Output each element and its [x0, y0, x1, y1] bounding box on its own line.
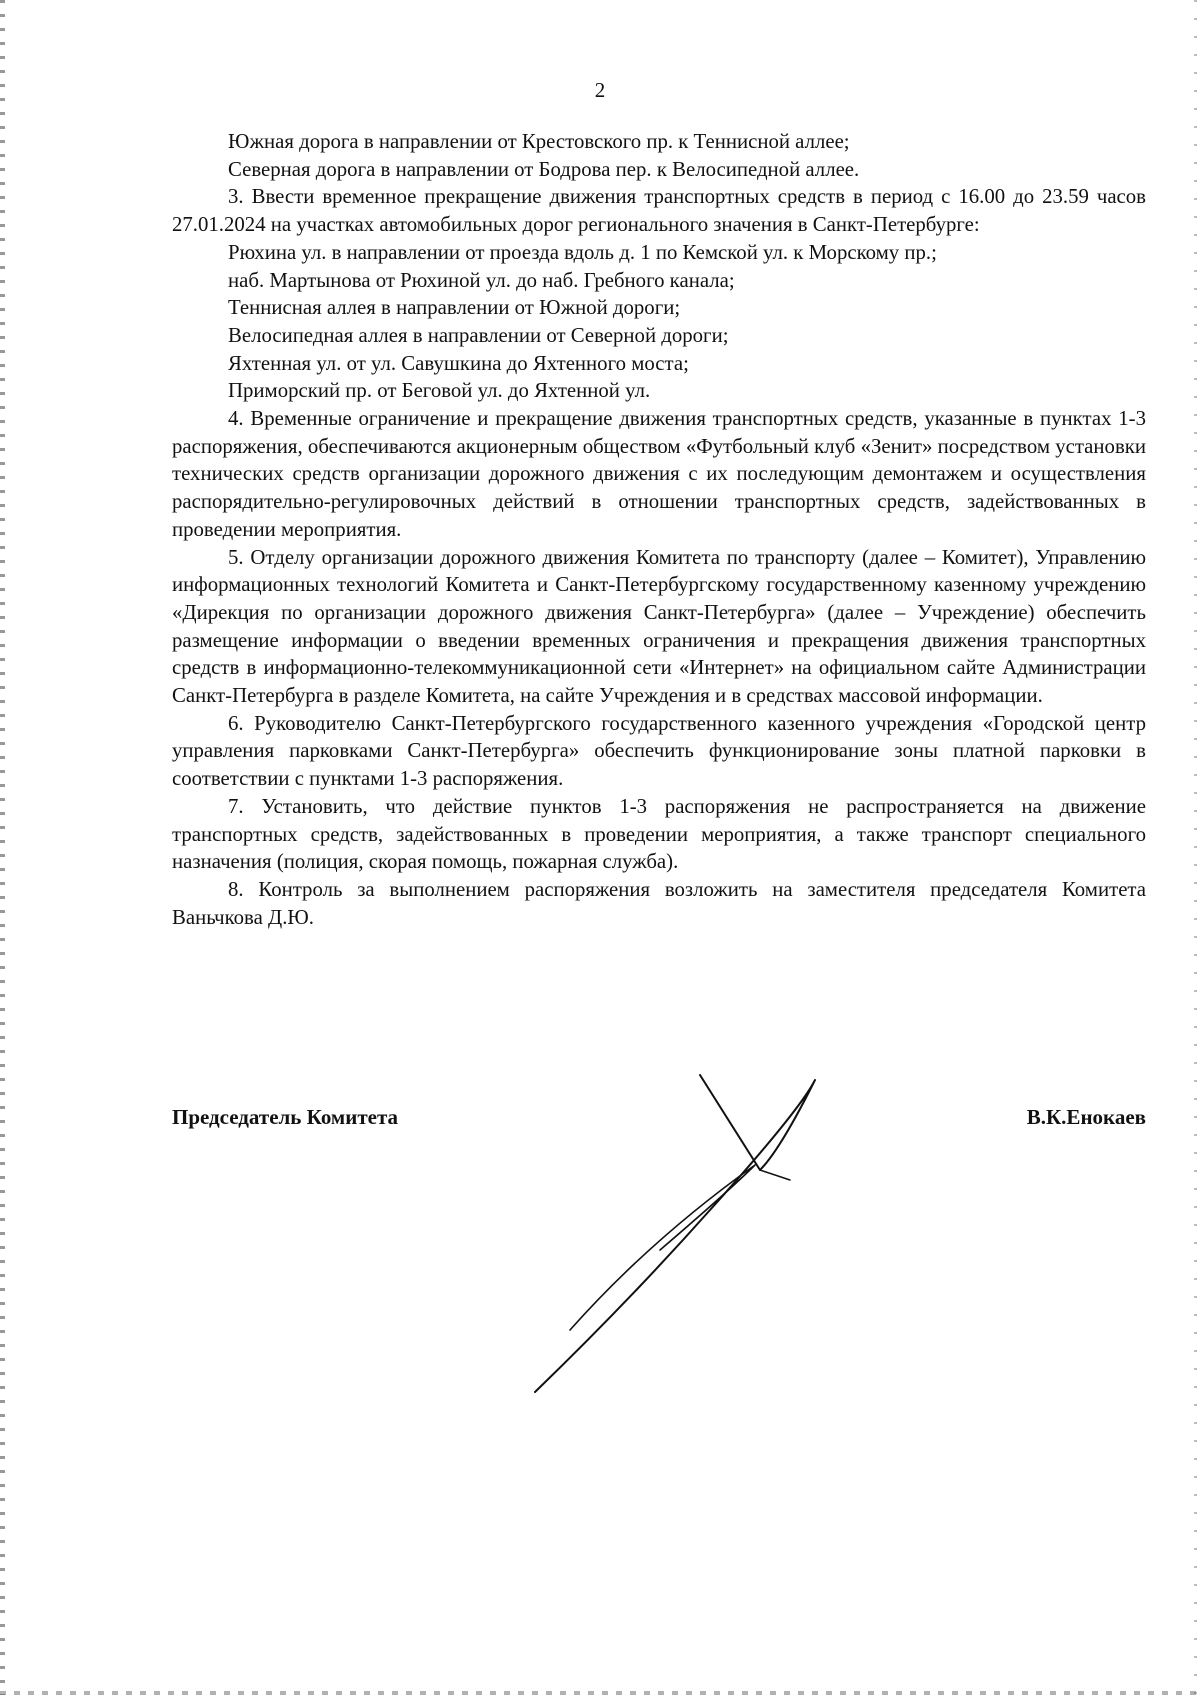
clause-8: 8. Контроль за выполнением распоряжения возложить на заместителя председателя Комитета Ваньчкова Д.Ю. [172, 877, 1146, 929]
list-item: Приморский пр. от Беговой ул. до Яхтенной ул. [228, 379, 651, 403]
clause-5: 5. Отделу организации дорожного движения Комитета по транспорту (далее – Комитет), Управлению информационных технологий Комитета и Санкт-Петербургскому государственному казенному учреждению «Дирекция по организации дорожного движения Санкт-Петербурга» (далее – Учреждение) обеспечить размещение информации о введении временных ограничения и прекращения движения транспортных средств в информационно-телекоммуникационной сети «Интернет» на официальном сайте Администрации Санкт-Петербурга в разделе Комитета, на сайте Учреждения и в средствах массовой информации. [172, 545, 1146, 708]
signatory-title: Председатель Комитета [172, 1105, 399, 1129]
clause-3: 3. Ввести временное прекращение движения транспортных средств в период с 16.00 до 23.59 часов 27.01.2024 на участках автомобильных дорог регионального значения в Санкт-Петербурге: [172, 185, 1146, 237]
scan-edge-right [1194, 0, 1197, 1695]
scan-edge-bottom [0, 1691, 1200, 1695]
clause-6: 6. Руководителю Санкт-Петербургского государственного казенного учреждения «Городской центр управления парковками Санкт-Петербурга» обеспечить функционирование зоны платной парковки в соответствии с пунктами 1-3 распоряжения. [172, 711, 1146, 791]
page-number: 2 [594, 78, 606, 102]
list-item: Теннисная аллея в направлении от Южной дороги; [228, 296, 681, 320]
list-item: Рюхина ул. в направлении от проезда вдоль д. 1 по Кемской ул. к Морскому пр.; [228, 240, 937, 264]
list-item: наб. Мартынова от Рюхиной ул. до наб. Гребного канала; [228, 268, 735, 292]
signatory-name: В.К.Енокаев [1026, 1105, 1146, 1129]
clause-4: 4. Временные ограничение и прекращение движения транспортных средств, указанные в пунктах 1-3 распоряжения, обеспечиваются акционерным обществом «Футбольный клуб «Зенит» посредством установки технических средств организации дорожного движения с их последующим демонтажем и осуществления распорядительно-регулировочных действий в отношении транспортных средств, задействованных в проведении мероприятия. [172, 407, 1146, 541]
list-item: Северная дорога в направлении от Бодрова пер. к Велосипедной аллее. [228, 157, 860, 181]
list-item: Яхтенная ул. от ул. Савушкина до Яхтенного моста; [228, 351, 689, 375]
list-item: Южная дорога в направлении от Крестовского пр. к Теннисной аллее; [228, 130, 850, 153]
document-body [172, 128, 1146, 931]
handwritten-signature [530, 1040, 860, 1400]
clause-7: 7. Установить, что действие пунктов 1-3 распоряжения не распространяется на движение транспортных средств, задействованных в проведении мероприятия, а также транспорт специального назначения (полиция, скорая помощь, пожарная служба). [172, 794, 1146, 874]
list-item: Велосипедная аллея в направлении от Северной дороги; [228, 323, 729, 347]
scan-edge-left [0, 0, 5, 1695]
